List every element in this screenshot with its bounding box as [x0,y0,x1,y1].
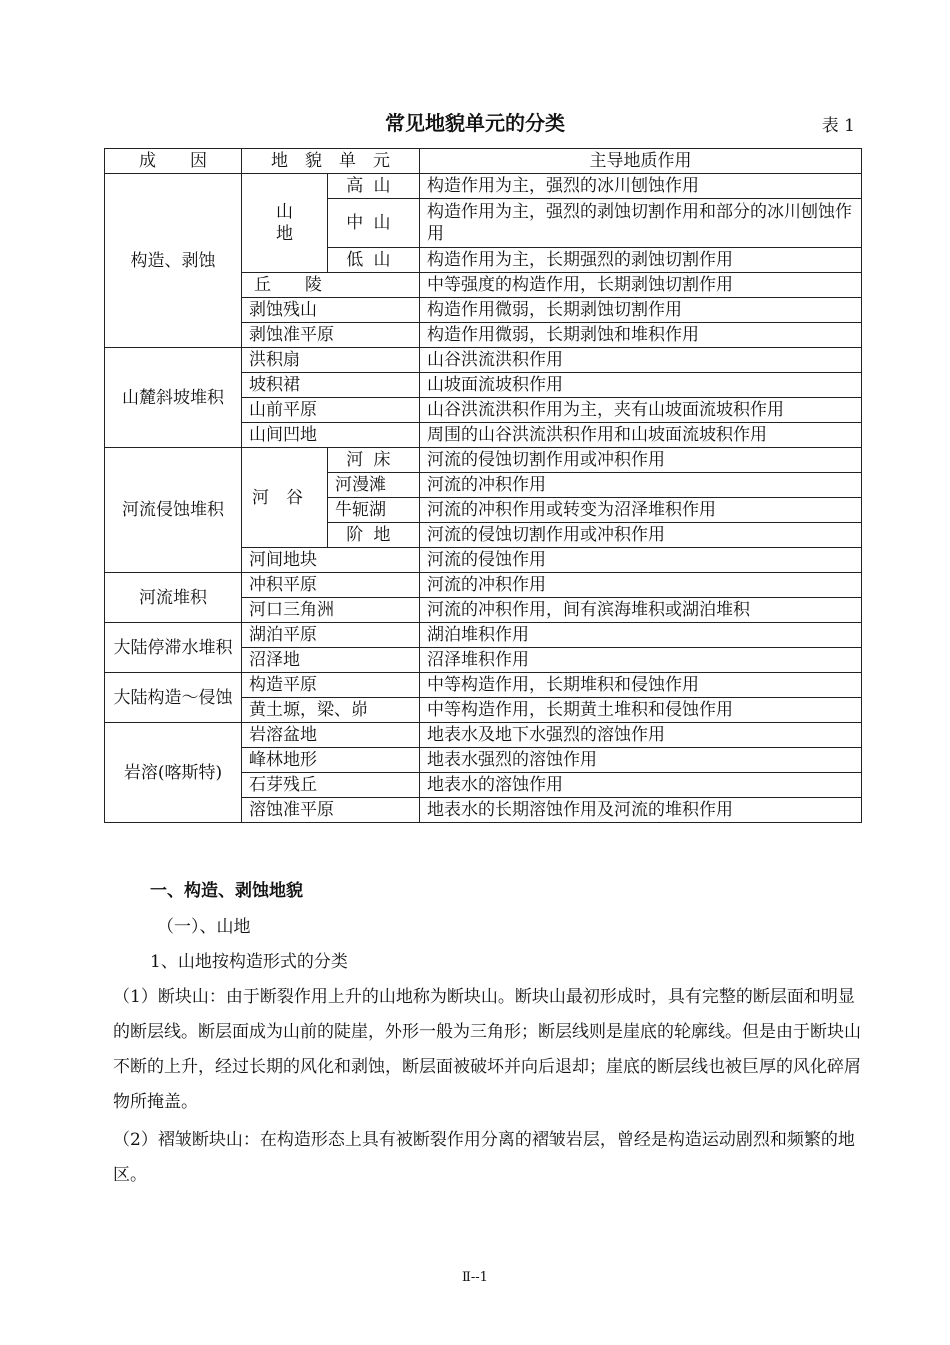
unit-cell: 山前平原 [242,398,420,423]
header-unit: 地 貌 单 元 [242,149,420,174]
effect-cell: 地表水强烈的溶蚀作用 [420,748,862,773]
table-row [105,623,862,648]
page-number: Ⅱ--1 [462,1270,488,1285]
unit-cell: 湖泊平原 [242,623,420,648]
group-cell: 构造、剥蚀 [105,174,242,348]
effect-cell: 河流的侵蚀切割作用或冲积作用 [420,523,862,548]
unit-cell: 沼泽地 [242,648,420,673]
table-row [105,448,862,473]
unit-cell: 构造平原 [242,673,420,698]
effect-cell: 山坡面流坡积作用 [420,373,862,398]
unit-cell: 高山 [328,174,420,199]
unit-cell: 河漫滩 [328,473,420,498]
table-row [105,174,862,199]
table-label: 表 1 [821,116,855,136]
table-row [105,348,862,373]
group-cell: 岩溶(喀斯特) [105,723,242,823]
subgroup-cell: 河 谷 [242,448,328,548]
unit-cell: 河间地块 [242,548,420,573]
landform-table [104,148,862,823]
effect-cell: 中等强度的构造作用，长期剥蚀切割作用 [420,273,862,298]
table-header-row [105,149,862,174]
effect-cell: 中等构造作用，长期黄土堆积和侵蚀作用 [420,698,862,723]
unit-cell: 石芽残丘 [242,773,420,798]
unit-cell: 溶蚀准平原 [242,798,420,823]
unit-cell: 岩溶盆地 [242,723,420,748]
header-effect: 主导地质作用 [420,149,862,174]
unit-cell: 河床 [328,448,420,473]
table-row [105,573,862,598]
unit-cell: 牛轭湖 [328,498,420,523]
section-heading: 一、构造、剥蚀地貌 [150,881,303,901]
effect-cell: 山谷洪流洪积作用 [420,348,862,373]
table-row [105,723,862,748]
unit-cell: 山间凹地 [242,423,420,448]
effect-cell: 构造作用微弱，长期剥蚀和堆积作用 [420,323,862,348]
unit-cell: 黄土塬，梁、峁 [242,698,420,723]
effect-cell: 山谷洪流洪积作用为主，夹有山坡面流坡积作用 [420,398,862,423]
unit-cell: 剥蚀准平原 [242,323,420,348]
subsubsection-heading: 1、山地按构造形式的分类 [150,952,348,972]
paragraph-fault-block-mountain: （1）断块山：由于断裂作用上升的山地称为断块山。断块山最初形成时，具有完整的断层面和明显的断层线。断层面成为山前的陡崖，外形一般为三角形；断层线则是崖底的轮廓线。但是由于断块山不断的上升，经过长期的风化和剥蚀，断层面被破坏并向后退却；崖底的断层线也被巨厚的风化碎屑物所掩盖。 [113,987,861,1112]
unit-cell: 丘 陵 [242,273,420,298]
unit-cell: 峰林地形 [242,748,420,773]
effect-cell: 河流的冲积作用或转变为沼泽堆积作用 [420,498,862,523]
effect-cell: 构造作用为主，强烈的冰川刨蚀作用 [420,174,862,199]
effect-cell: 周围的山谷洪流洪积作用和山坡面流坡积作用 [420,423,862,448]
unit-cell: 剥蚀残山 [242,298,420,323]
effect-cell: 河流的冲积作用 [420,473,862,498]
group-cell: 河流堆积 [105,573,242,623]
unit-cell: 低山 [328,248,420,273]
unit-cell: 河口三角洲 [242,598,420,623]
header-cause: 成 因 [105,149,242,174]
unit-cell: 洪积扇 [242,348,420,373]
effect-cell: 河流的侵蚀作用 [420,548,862,573]
unit-cell: 阶地 [328,523,420,548]
unit-cell: 中山 [328,199,420,248]
subsection-heading: （一）、山地 [157,917,251,937]
effect-cell: 中等构造作用，长期堆积和侵蚀作用 [420,673,862,698]
unit-cell: 冲积平原 [242,573,420,598]
effect-cell: 湖泊堆积作用 [420,623,862,648]
effect-cell: 地表水的长期溶蚀作用及河流的堆积作用 [420,798,862,823]
effect-cell: 构造作用为主，长期强烈的剥蚀切割作用 [420,248,862,273]
table-row [105,673,862,698]
subgroup-cell: 山地 [242,174,328,273]
group-cell: 大陆停滞水堆积 [105,623,242,673]
effect-cell: 构造作用微弱，长期剥蚀切割作用 [420,298,862,323]
effect-cell: 构造作用为主，强烈的剥蚀切割作用和部分的冰川刨蚀作用 [420,199,862,248]
unit-cell: 坡积裙 [242,373,420,398]
effect-cell: 河流的冲积作用 [420,573,862,598]
effect-cell: 地表水的溶蚀作用 [420,773,862,798]
effect-cell: 沼泽堆积作用 [420,648,862,673]
group-cell: 山麓斜坡堆积 [105,348,242,448]
effect-cell: 地表水及地下水强烈的溶蚀作用 [420,723,862,748]
table-title: 常见地貌单元的分类 [385,111,565,135]
effect-cell: 河流的侵蚀切割作用或冲积作用 [420,448,862,473]
paragraph-fold-fault-block-mountain: （2）褶皱断块山：在构造形态上具有被断裂作用分离的褶皱岩层，曾经是构造运动剧烈和频繁的地区。 [113,1130,855,1185]
effect-cell: 河流的冲积作用，间有滨海堆积或湖泊堆积 [420,598,862,623]
group-cell: 河流侵蚀堆积 [105,448,242,573]
group-cell: 大陆构造～侵蚀 [105,673,242,723]
